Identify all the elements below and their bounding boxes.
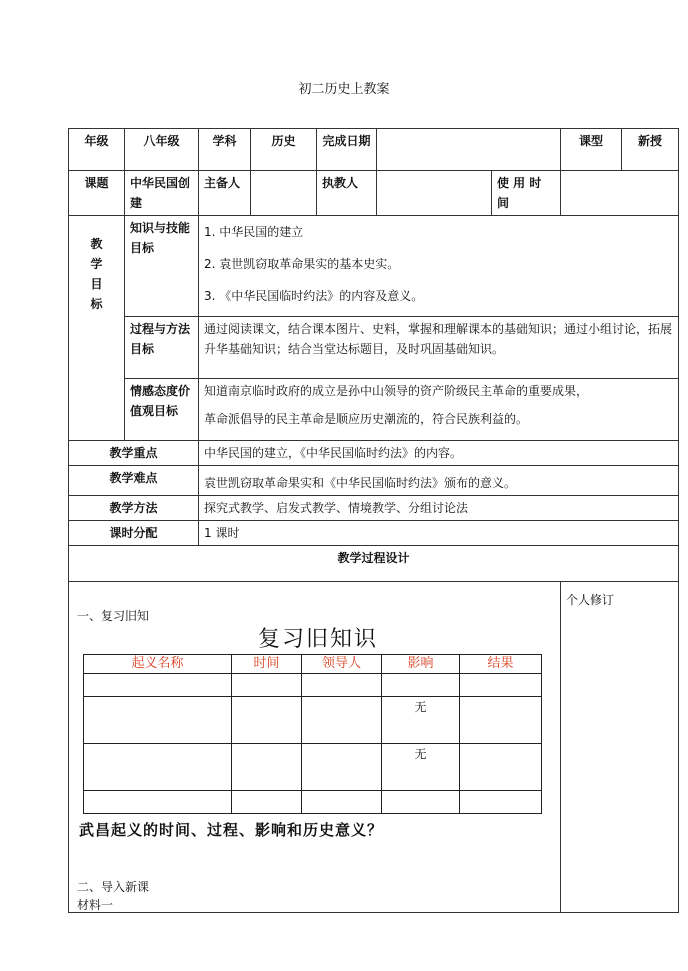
teaching-content [69, 582, 561, 913]
personal-revision: 个人修订 [561, 582, 679, 913]
table-cell [232, 674, 302, 697]
table-cell [382, 674, 460, 697]
table-cell [460, 674, 542, 697]
completion-date-value [377, 129, 561, 171]
key-point-value: 中华民国的建立，《中华民国临时约法》的内容。 [199, 441, 679, 466]
material-label: 材料一 [77, 898, 114, 912]
table-cell [84, 744, 232, 791]
lesson-type-value: 新授 [622, 129, 679, 171]
preparer-value [251, 171, 317, 216]
usage-time-label: 使 用 时 间 [492, 171, 561, 216]
table-cell [460, 697, 542, 744]
subject-label: 学科 [199, 129, 251, 171]
table-cell [84, 791, 232, 814]
table-cell [84, 674, 232, 697]
key-point-label: 教学重点 [69, 441, 199, 466]
table-cell [302, 674, 382, 697]
preparer-label: 主备人 [199, 171, 251, 216]
subject-value: 历史 [251, 129, 317, 171]
column-header: 时间 [232, 655, 302, 674]
review-slide [79, 626, 557, 840]
impact-cell: 无 [382, 744, 460, 791]
table-cell [232, 744, 302, 791]
teacher-value [377, 171, 492, 216]
topic-label: 课题 [69, 171, 125, 216]
grade-value: 八年级 [125, 129, 199, 171]
table-cell [84, 697, 232, 744]
review-question: 武昌起义的时间、过程、影响和历史意义？ [79, 821, 384, 839]
review-table [83, 654, 542, 814]
usage-time-value [561, 171, 679, 216]
column-header: 结果 [460, 655, 542, 674]
process-design-title: 教学过程设计 [69, 546, 679, 582]
grade-label: 年级 [69, 129, 125, 171]
method-label: 教学方法 [69, 496, 199, 521]
table-cell [302, 697, 382, 744]
document-title: 初二历史上教案 [298, 82, 390, 97]
hours-value: 1 课时 [199, 521, 679, 546]
review-title: 复习旧知识 [257, 627, 378, 652]
knowledge-item: 3. 《中华民国临时约法》的内容及意义。 [204, 289, 424, 303]
lesson-type-label: 课型 [561, 129, 622, 171]
difficulty-value: 袁世凯窃取革命果实和《中华民国临时约法》颁布的意义。 [199, 466, 679, 496]
table-cell [382, 791, 460, 814]
teacher-label: 执教人 [317, 171, 377, 216]
column-header: 起义名称 [84, 655, 232, 674]
section-review-heading: 一、复习旧知 [77, 609, 150, 623]
table-cell [460, 791, 542, 814]
column-header: 影响 [382, 655, 460, 674]
knowledge-goal-label: 知识与技能目标 [125, 216, 199, 317]
table-cell [302, 791, 382, 814]
hours-label: 课时分配 [69, 521, 199, 546]
completion-date-label: 完成日期 [317, 129, 377, 171]
table-cell [232, 697, 302, 744]
table-cell [232, 791, 302, 814]
method-value: 探究式教学、启发式教学、情境教学、分组讨论法 [199, 496, 679, 521]
topic-value: 中华民国创建 [125, 171, 199, 216]
emotion-line: 知道南京临时政府的成立是孙中山领导的资产阶级民主革命的重要成果， [204, 384, 589, 398]
impact-cell: 无 [382, 697, 460, 744]
table-cell [302, 744, 382, 791]
section-intro-heading: 二、导入新课 [77, 880, 150, 894]
process-goal-label: 过程与方法目标 [125, 317, 199, 379]
column-header: 领导人 [302, 655, 382, 674]
process-goal-content: 通过阅读课文，结合课本图片、史料，掌握和理解课本的基础知识；通过小组讨论，拓展升华基础知识；结合当堂达标题目，及时巩固基础知识。 [199, 317, 679, 379]
objectives-label: 教 学 目 标 [69, 216, 125, 441]
knowledge-item: 2. 袁世凯窃取革命果实的基本史实。 [204, 257, 400, 271]
emotion-goal-label: 情感态度价值观目标 [125, 379, 199, 441]
emotion-line: 革命派倡导的民主革命是顺应历史潮流的，符合民族利益的。 [204, 412, 529, 426]
table-cell [460, 744, 542, 791]
knowledge-goal-content [199, 216, 679, 317]
knowledge-item: 1. 中华民国的建立 [204, 225, 304, 239]
section-intro [77, 878, 149, 914]
lesson-plan-table [68, 128, 679, 913]
difficulty-label: 教学难点 [69, 466, 199, 496]
emotion-goal-content [199, 379, 679, 441]
